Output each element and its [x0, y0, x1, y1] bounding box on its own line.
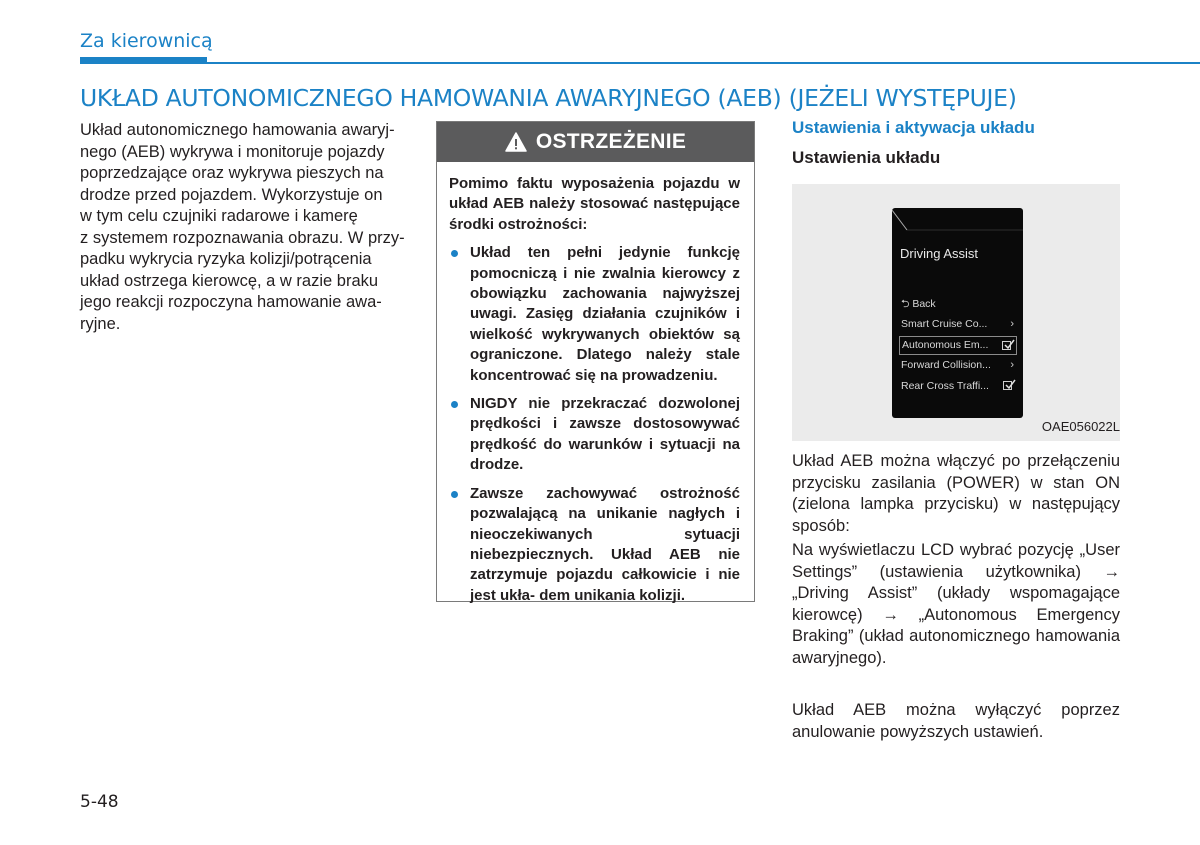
settings-subheading: Ustawienia układu [792, 148, 941, 167]
checkbox-checked-icon [1002, 341, 1011, 350]
chevron-right-icon: › [1010, 318, 1014, 330]
warning-body [437, 162, 754, 606]
lcd-screen [892, 208, 1023, 418]
warning-item [449, 243, 740, 386]
intro-line: poprzedzające oraz wykrywa pieszych na [80, 164, 384, 182]
body-paragraph: Układ AEB można włączyć po przełączeniu przycisku zasilania (POWER) w stan ON (zielona lampka przycisku) w następujący sposób: [792, 452, 1120, 535]
bullet-icon [451, 491, 458, 498]
warning-intro: Pomimo faktu wyposażenia pojazdu w układ AEB należy stosować następujące środki ostrożności: [449, 175, 740, 233]
intro-line: ryjne. [80, 314, 121, 333]
warning-triangle-icon [505, 132, 527, 152]
warning-item [449, 394, 740, 476]
warning-item [449, 484, 740, 606]
bullet-icon [451, 401, 458, 408]
intro-paragraph [80, 120, 407, 335]
menu-item-label: Forward Collision... [901, 359, 991, 371]
warning-header [437, 122, 754, 162]
intro-line: w tym celu czujniki radarowe i kamerę [80, 207, 358, 225]
settings-heading: Ustawienia i aktywacja układu [792, 118, 1035, 137]
warning-box [436, 121, 755, 602]
warning-item-text: Zawsze zachowywać ostrożność pozwalającą na unikanie nagłych i nieoczekiwanych sytuacji niebezpiecznych. Układ AEB nie zatrzymuje pojazdu całkowicie i nie jest ukła- dem unikania kolizji. [470, 484, 740, 604]
menu-item-forward-collision [899, 356, 1017, 375]
header-rule [80, 62, 1200, 64]
warning-item-text: Układ ten pełni jedynie funkcję pomocniczą i nie zwalnia kierowcy z obowiązku zachowania najwyższej uwagi. Zasięg działania czujników i wielkość wykrywanych obiektów są ograniczone. Dlatego należy stale koncentrować się na prowadzeniu. [470, 244, 740, 384]
checkbox-checked-icon [1003, 381, 1012, 390]
warning-item-text: NIGDY nie przekraczać dozwolonej prędkości i zawsze dostosowywać prędkość do warunków i sytuacji na drodze. [470, 395, 740, 474]
menu-item-smart-cruise [899, 315, 1017, 334]
intro-line: układ ostrzega kierowcę, a w razie braku [80, 271, 379, 290]
menu-item-label: ⮌ Back [901, 298, 936, 310]
menu-item-rear-cross-traffic [899, 377, 1017, 396]
menu-item-label: Rear Cross Traffi... [901, 380, 989, 392]
warning-heading: OSTRZEŻENIE [535, 130, 687, 153]
section-header: Za kierownicą [80, 30, 213, 52]
menu-item-label: Smart Cruise Co... [901, 318, 988, 330]
bullet-icon [451, 250, 458, 257]
intro-line: drodze przed pojazdem. Wykorzystuje on [80, 185, 383, 204]
warning-list [449, 243, 740, 606]
intro-line: z systemem rozpoznawania obrazu. W przy- [80, 228, 405, 247]
menu-item-label: Autonomous Em... [902, 339, 989, 351]
page-number: 5-48 [80, 792, 119, 812]
menu-item-autonomous-emergency [899, 336, 1017, 355]
chevron-right-icon: › [1010, 359, 1014, 371]
intro-line: nego (AEB) wykrywa i monitoruje pojazdy [80, 142, 385, 161]
body-paragraph: Układ AEB można wyłączyć poprzez anulowanie powyższych ustawień. [792, 701, 1120, 741]
body-paragraph: Na wyświetlaczu LCD wybrać pozycję „User Settings” (ustawienia użytkownika) → „Driving Assist” (układy wspomagające kierowcę) → „Autonomous Emergency Braking” (układ autonomicznego hamowania awaryjnego). [792, 541, 1120, 667]
figure-code: OAE056022L [1041, 419, 1120, 434]
page-title: UKŁAD AUTONOMICZNEGO HAMOWANIA AWARYJNEGO (AEB) (JEŻELI WYSTĘPUJE) [80, 84, 1017, 112]
intro-line: Układ autonomicznego hamowania awaryj- [80, 121, 395, 139]
screen-title: Driving Assist [900, 246, 979, 261]
menu-item-back [899, 295, 1017, 314]
intro-line: padku wykrycia ryzyka kolizji/potrącenia [80, 250, 372, 268]
lcd-figure [792, 184, 1120, 441]
intro-line: jego reakcji rozpoczyna hamowanie awa- [80, 293, 382, 311]
screen-corner-line [892, 208, 1023, 238]
